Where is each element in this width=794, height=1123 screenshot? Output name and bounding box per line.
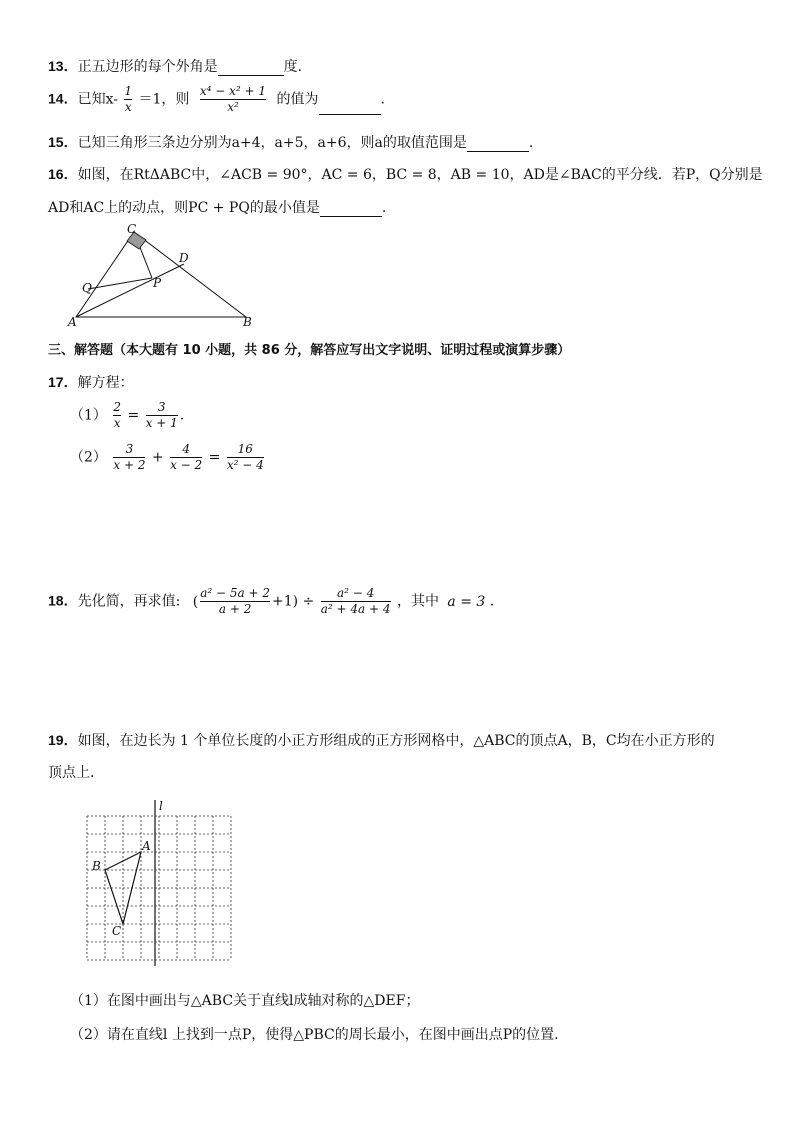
question-19-line-1 [48, 730, 715, 750]
fraction [227, 442, 264, 473]
question-17-part-1 [70, 400, 184, 431]
triangle-figure [66, 222, 266, 330]
end-period: . [179, 407, 185, 424]
fraction-denominator: a² + 4a + 4 [320, 602, 391, 616]
answer-blank[interactable] [467, 137, 529, 152]
plus-sign: + [151, 449, 164, 466]
question-text-end: 度. [283, 59, 303, 75]
fraction-denominator: x + 2 [113, 458, 146, 472]
question-15 [48, 132, 533, 152]
question-text: 如图，在边长为 1 个单位长度的小正方形组成的正方形网格中，△ABC的顶点A，B，C均在小正方形的 [77, 733, 715, 749]
question-text-end: . [528, 135, 534, 151]
question-number: 19． [48, 732, 78, 748]
fraction-denominator: x − 2 [170, 458, 203, 472]
question-number: 16． [48, 166, 78, 182]
section-header: 三、解答题（本大题有 10 小题，共 86 分，解答应写出文字说明、证明过程或演算步骤） [48, 343, 571, 358]
question-number: 15． [48, 134, 78, 150]
fraction-denominator: x [124, 100, 132, 114]
divide-sign: ÷ [302, 593, 315, 610]
equals-sign: = [127, 407, 140, 424]
question-17-part-2 [70, 442, 266, 473]
fraction-denominator: x + 1 [145, 416, 178, 430]
paren-open: ( [192, 593, 199, 610]
equals-sign: = [208, 449, 221, 466]
question-text: 如图，在RtΔABC中，∠ACB = 90°，AC = 6，BC = 8，AB = 10，AD是∠BAC的平分线．若P，Q分别是 [77, 167, 763, 183]
segment-qp [88, 278, 152, 289]
label-c: C [112, 924, 122, 938]
label-c: C [127, 222, 137, 236]
line-label-l: l [159, 799, 163, 813]
fraction-numerator: 16 [237, 442, 253, 456]
answer-blank[interactable] [320, 202, 382, 217]
question-text: AD和AC上的动点，则PC + PQ的最小值是 [48, 200, 320, 216]
fraction-numerator: 1 [124, 84, 133, 98]
fraction [146, 400, 178, 431]
question-13 [48, 56, 302, 76]
part-label: （1） [70, 407, 107, 424]
fraction-numerator: 3 [157, 400, 166, 414]
question-text: 已知x- [77, 91, 118, 108]
question-text: ，其中 [396, 593, 439, 610]
condition: a = 3 [447, 593, 486, 610]
question-text: 正五边形的每个外角是 [77, 59, 218, 75]
fraction-numerator: 3 [125, 442, 134, 456]
question-number: 17． [48, 374, 78, 390]
question-text: 解方程： [77, 375, 134, 391]
fraction-numerator: 4 [182, 442, 190, 456]
fraction [321, 586, 391, 617]
question-19-part-2: （2）请在直线l 上找到一点P，使得△PBC的周长最小，在图中画出点P的位置． [70, 1027, 569, 1043]
fraction [124, 84, 132, 115]
question-19-line-2: 顶点上． [48, 765, 104, 781]
fraction [200, 586, 270, 617]
label-d: D [179, 251, 189, 265]
question-text: ＝1，则 [138, 91, 190, 108]
label-a: A [142, 839, 151, 853]
question-16-line-1 [48, 164, 763, 184]
question-text: 已知三角形三条边分别为a+4，a+5，a+6，则a的取值范围是 [77, 135, 467, 151]
answer-blank[interactable] [218, 61, 284, 76]
label-b: B [243, 315, 252, 329]
label-a: A [68, 315, 77, 329]
question-19-part-1: （1）在图中画出与△ABC关于直线l成轴对称的△DEF； [70, 993, 420, 1009]
grid [87, 816, 231, 960]
bisector-ad [76, 264, 184, 317]
answer-blank[interactable] [319, 100, 381, 115]
question-18 [48, 586, 494, 617]
fraction [200, 84, 266, 115]
fraction-denominator: x² − 4 [226, 458, 264, 472]
question-number: 13． [48, 58, 78, 74]
part-label: （2） [70, 449, 107, 466]
fraction-denominator: x² [200, 99, 266, 115]
label-q: Q [82, 281, 92, 295]
label-p: P [153, 276, 162, 290]
fraction-denominator: x [113, 416, 121, 430]
question-16-line-2 [48, 197, 386, 217]
question-17 [48, 372, 134, 392]
fraction [113, 400, 121, 431]
question-text: 的值为 [276, 91, 319, 108]
question-text-end: . [380, 91, 385, 108]
question-14 [48, 84, 385, 115]
fraction [113, 442, 145, 473]
question-text: 先化简，再求值: [77, 593, 181, 610]
fraction-numerator: 2 [113, 400, 122, 414]
fraction [170, 442, 202, 473]
plus-one: +1) [271, 593, 299, 610]
grid-figure [70, 798, 240, 968]
label-b: B [92, 859, 101, 873]
question-text-end: . [489, 593, 495, 610]
fraction-denominator: a + 2 [200, 601, 270, 617]
question-text-end: . [381, 200, 387, 216]
question-number: 18． [48, 592, 78, 609]
question-number: 14． [48, 90, 78, 107]
fraction-numerator: a² − 4 [336, 586, 375, 600]
fraction-numerator: x⁴ − x² + 1 [199, 84, 267, 98]
fraction-numerator: a² − 5a + 2 [200, 586, 270, 600]
